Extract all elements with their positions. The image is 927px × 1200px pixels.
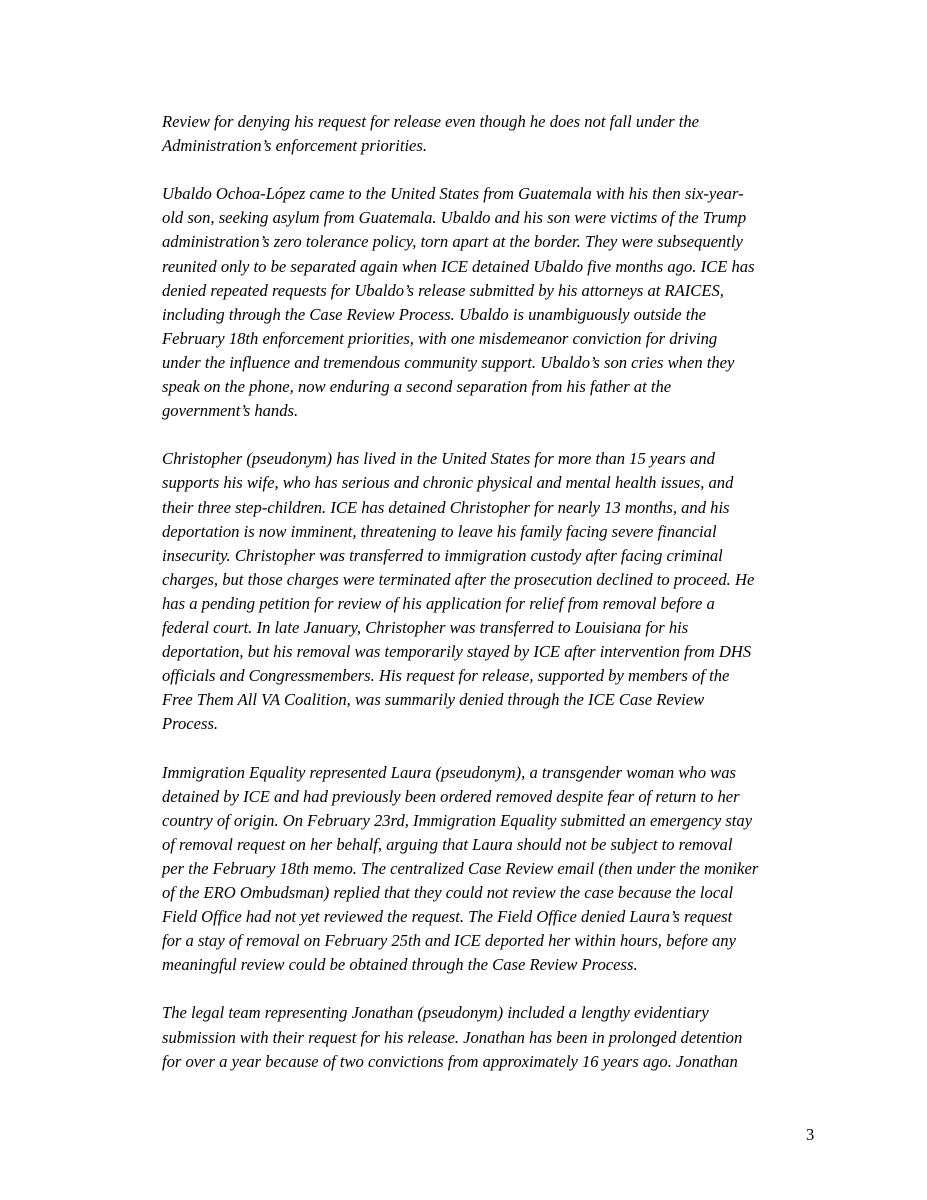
text-line: Immigration Equality represented Laura (pseudonym), a transgender woman who was xyxy=(162,762,736,782)
text-line: old son, seeking asylum from Guatemala. Ubaldo and his son were victims of the Trump xyxy=(162,208,747,228)
text-line: submission with their request for his release. Jonathan has been in prolonged detention xyxy=(162,1027,743,1047)
text-line: detained by ICE and had previously been ordered removed despite fear of return to her xyxy=(162,786,740,806)
paragraph xyxy=(162,447,832,736)
text-line: administration’s zero tolerance policy, torn apart at the border. They were subsequently xyxy=(162,232,743,252)
text-line: supports his wife, who has serious and chronic physical and mental health issues, and xyxy=(162,473,734,493)
text-line: February 18th enforcement priorities, with one misdemeanor conviction for driving xyxy=(162,328,718,348)
text-line: insecurity. Christopher was transferred to immigration custody after facing criminal xyxy=(162,545,723,565)
text-line: federal court. In late January, Christopher was transferred to Louisiana for his xyxy=(162,617,689,637)
text-line: of removal request on her behalf, arguing that Laura should not be subject to removal xyxy=(162,834,733,854)
text-line: Review for denying his request for release even though he does not fall under the xyxy=(162,112,700,131)
text-line: including through the Case Review Process. Ubaldo is unambiguously outside the xyxy=(162,304,706,324)
text-line: Process. xyxy=(162,714,219,734)
text-line: Ubaldo Ochoa-López came to the United States from Guatemala with his then six-year- xyxy=(162,184,744,204)
paragraph xyxy=(162,110,832,158)
paragraph xyxy=(162,182,832,423)
text-line: officials and Congressmembers. His request for release, supported by members of the xyxy=(162,666,730,686)
paragraph xyxy=(162,1001,832,1073)
text-line: for a stay of removal on February 25th and ICE deported her within hours, before any xyxy=(162,931,736,951)
text-line: The legal team representing Jonathan (pseudonym) included a lengthy evidentiary xyxy=(162,1003,709,1023)
text-line: country of origin. On February 23rd, Immigration Equality submitted an emergency stay xyxy=(162,810,753,830)
text-line: speak on the phone, now enduring a second separation from his father at the xyxy=(162,377,672,397)
text-line: deportation is now imminent, threatening to leave his family facing severe financial xyxy=(162,521,717,541)
paragraph xyxy=(162,761,832,978)
text-line: Free Them All VA Coalition, was summarily denied through the ICE Case Review xyxy=(162,690,705,710)
text-line: reunited only to be separated again when ICE detained Ubaldo five months ago. ICE has xyxy=(162,256,755,276)
text-line: per the February 18th memo. The centralized Case Review email (then under the moniker xyxy=(162,858,759,878)
text-line: Field Office had not yet reviewed the request. The Field Office denied Laura’s request xyxy=(162,907,733,927)
text-line: has a pending petition for review of his application for relief from removal before a xyxy=(162,593,715,613)
text-line: deportation, but his removal was temporarily stayed by ICE after intervention from DHS xyxy=(162,642,752,662)
text-line: Administration’s enforcement priorities. xyxy=(162,136,428,156)
text-line: for over a year because of two convictions from approximately 16 years ago. Jonathan xyxy=(162,1051,738,1071)
text-line: Christopher (pseudonym) has lived in the United States for more than 15 years and xyxy=(162,449,715,469)
body-text xyxy=(162,110,832,1098)
text-line: under the influence and tremendous community support. Ubaldo’s son cries when they xyxy=(162,352,735,372)
page-number: 3 xyxy=(806,1125,815,1144)
text-line: charges, but those charges were terminated after the prosecution declined to proceed. He xyxy=(162,569,755,589)
text-line: government’s hands. xyxy=(162,401,299,421)
text-line: meaningful review could be obtained through the Case Review Process. xyxy=(162,955,638,975)
text-line: their three step-children. ICE has detained Christopher for nearly 13 months, and his xyxy=(162,497,730,517)
text-line: denied repeated requests for Ubaldo’s release submitted by his attorneys at RAICES, xyxy=(162,280,724,300)
text-line: of the ERO Ombudsman) replied that they could not review the case because the local xyxy=(162,883,734,902)
